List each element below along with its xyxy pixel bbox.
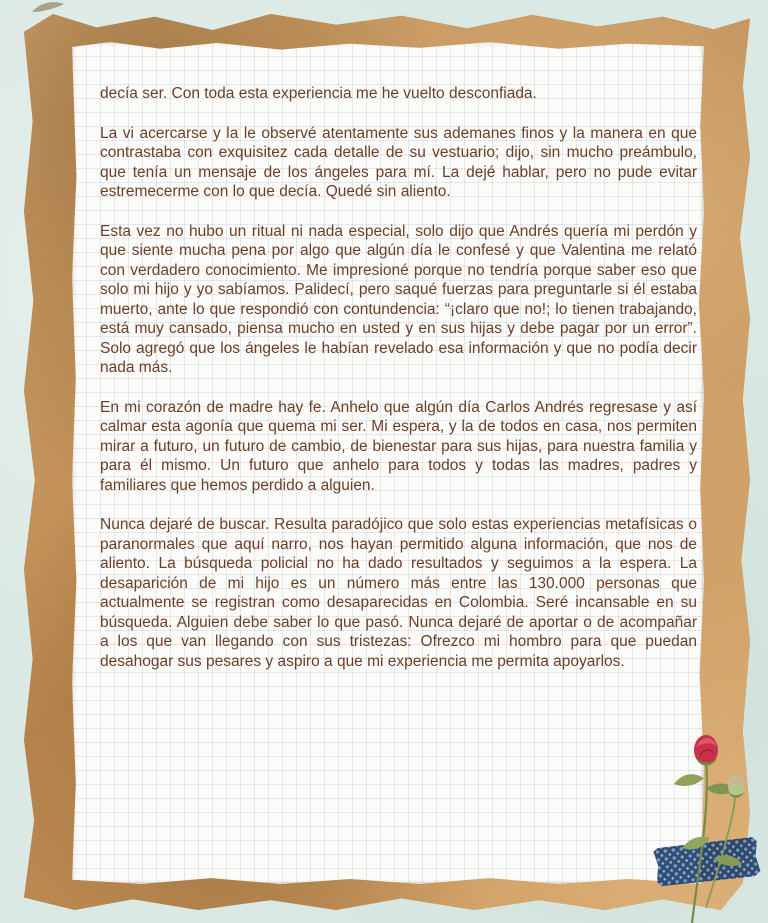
letter-body — [100, 84, 697, 691]
paragraph-1: decía ser. Con toda esta experiencia me he vuelto desconfiada. — [100, 85, 537, 102]
paragraph-3: Esta vez no hubo un ritual ni nada especial, solo dijo que Andrés quería mi perdón y que siente mucha pena por algo que algún día le confesé y que Valentina me relató con verdadero conocimiento. Me impresioné porque no tendría porque saber eso que solo mi hijo y yo sabíamos. Palidecí, pero saqué fuerzas para preguntarle si él estaba muerto, ante lo que respondió con contundencia: “¡claro que no!; lo tienen trabajando, está muy cansado, piensa mucho en usted y en sus hijas y debe pagar por un error”. Solo agregó que los ángeles le habían revelado esa información y que no podía decir nada más. — [100, 222, 697, 376]
paragraph-4: En mi corazón de madre hay fe. Anhelo que algún día Carlos Andrés regresase y así calmar esta agonía que quema mi ser. Mi espera, y la de todos en casa, nos permiten mirar a futuro, un futuro de cambio, de bienestar para sus hijas, para nuestra familia y para él mismo. Un futuro que anhelo para todos y todas las madres, padres y familiares que hemos perdido a alguien. — [100, 398, 697, 494]
paragraph-5: Nunca dejaré de buscar. Resulta paradójico que solo estas experiencias metafísicas o paranormales que aquí narro, nos hayan permitido alguna información, que nos de aliento. La búsqueda policial no ha dado resultados y seguimos a la espera. La desaparición de mi hijo es un número más entre las 130.000 personas que actualmente se registran como desaparecidas en Colombia. Seré incansable en su búsqueda. Alguien debe saber lo que pasó. Nunca dejaré de aportar o de acompañar a los que van llegando con sus tristezas: Ofrezco mi hombro para que puedan desahogar sus pesares y aspiro a que mi experiencia me permita apoyarlos. — [100, 516, 697, 670]
corner-leaf-decoration — [30, 0, 66, 14]
paragraph-2: La vi acercarse y la le observé atentamente sus ademanes finos y la manera en que contrastaba con exquisitez cada detalle de su vestuario; dijo, sin mucho preámbulo, que tenía un mensaje de los ángeles para mí. La dejé hablar, pero no pude evitar estremecerme con lo que decía. Quedé sin aliento. — [100, 124, 697, 200]
rose-flower-illustration — [670, 718, 768, 923]
